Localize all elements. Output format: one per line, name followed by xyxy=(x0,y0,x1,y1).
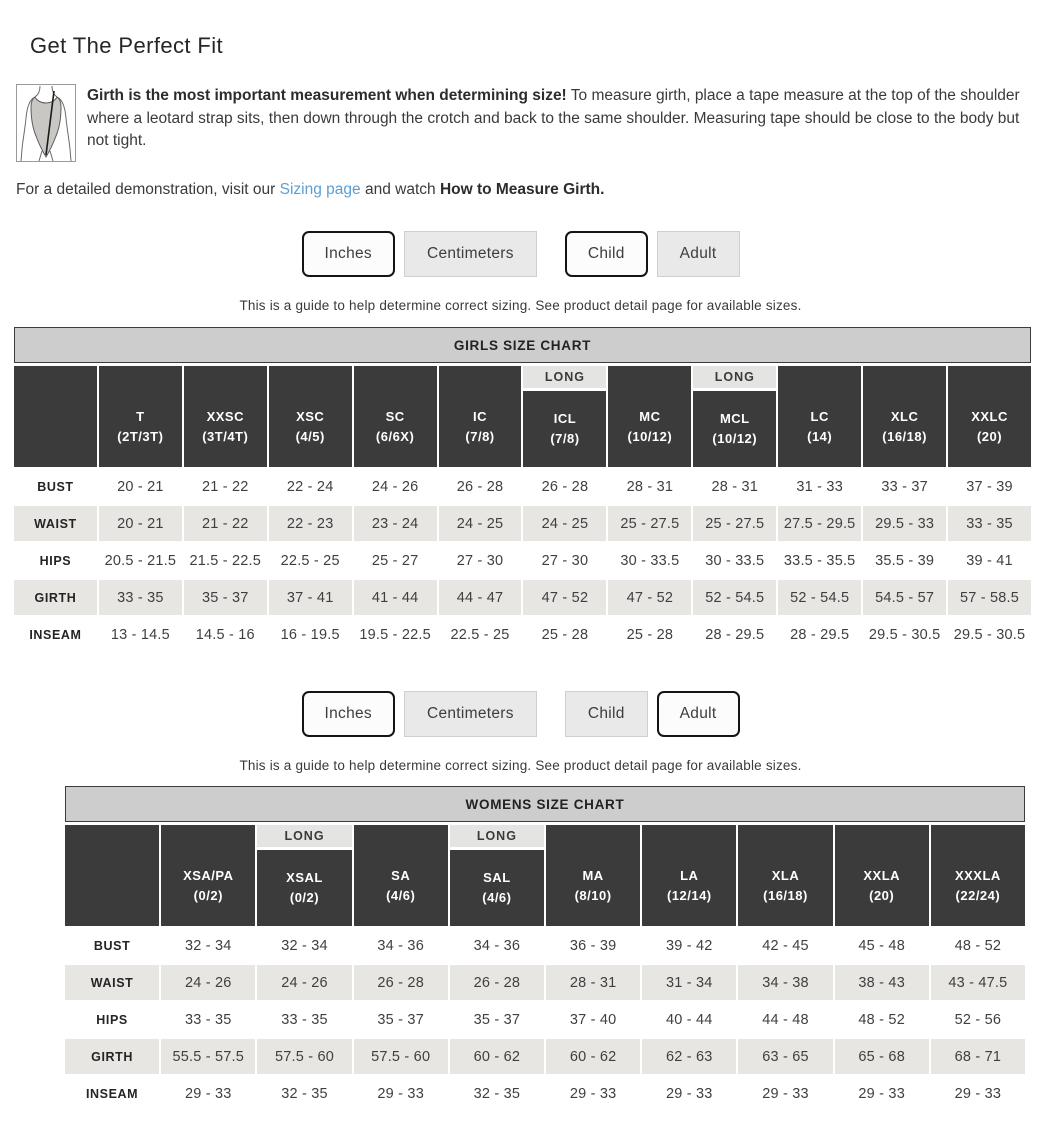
data-cell: 44 - 48 xyxy=(762,1011,809,1028)
page-title: Get The Perfect Fit xyxy=(30,33,224,58)
data-cell: 62 - 63 xyxy=(642,1039,736,1074)
size-code: MCL xyxy=(719,411,750,426)
data-cell: 37 - 41 xyxy=(269,580,352,615)
header-cell-mcl xyxy=(693,391,776,467)
womens-unit-toggle-group xyxy=(302,691,537,737)
data-cell: 29 - 33 xyxy=(954,1085,1002,1102)
size-guide-page xyxy=(0,33,1041,1125)
data-cell: 24 - 26 xyxy=(161,965,255,1000)
size-range: (10/12) xyxy=(712,431,758,446)
header-cell-xsal xyxy=(257,850,351,926)
size-code: SA xyxy=(391,867,411,883)
data-cell: 33.5 - 35.5 xyxy=(783,552,856,569)
header-cell-xlc xyxy=(863,366,946,467)
size-code: XLC xyxy=(890,408,919,424)
row-label-hips: HIPS xyxy=(96,1012,128,1027)
data-cell: 57 - 58.5 xyxy=(948,580,1031,615)
size-range: (7/8) xyxy=(465,428,495,444)
data-cell: 29.5 - 30.5 xyxy=(953,626,1026,643)
data-cell: 33 - 35 xyxy=(281,1011,328,1028)
header-column-long xyxy=(523,366,606,467)
size-range: (4/5) xyxy=(295,428,325,444)
data-cell: 20 - 21 xyxy=(99,506,182,541)
data-cell: 39 - 41 xyxy=(966,552,1013,569)
size-range: (22/24) xyxy=(955,887,1001,903)
leotard-figure-drawing xyxy=(17,85,75,161)
data-cell: 27 - 30 xyxy=(541,552,589,569)
size-code: XLA xyxy=(771,867,800,883)
data-cell: 21 - 22 xyxy=(202,478,249,495)
data-cell: 13 - 14.5 xyxy=(110,626,170,643)
row-label-inseam: INSEAM xyxy=(85,1086,139,1101)
size-code: LC xyxy=(810,408,829,424)
data-cell: 57.5 - 60 xyxy=(257,1039,351,1074)
demo-line xyxy=(16,181,1041,199)
data-cell: 68 - 71 xyxy=(931,1039,1025,1074)
data-cell: 24 - 25 xyxy=(523,506,606,541)
header-cell-t xyxy=(99,366,182,467)
data-cell: 19.5 - 22.5 xyxy=(359,626,431,643)
data-cell: 29 - 33 xyxy=(858,1085,905,1102)
sizing-page-link[interactable]: Sizing page xyxy=(279,181,361,198)
data-cell: 40 - 44 xyxy=(666,1011,713,1028)
long-tag: LONG xyxy=(450,825,544,847)
header-cell-lc xyxy=(778,366,861,467)
size-range: (7/8) xyxy=(550,431,580,446)
data-cell: 29 - 33 xyxy=(762,1085,809,1102)
size-table xyxy=(14,366,1031,652)
data-cell: 24 - 26 xyxy=(371,478,419,495)
intro-body-text: To measure girth, place a tape measure at the top of the shoulder where a leotard strap sits, then down through the crotch and back to the same shoulder. Measuring tape should be close to the body but not tight. xyxy=(87,87,1020,149)
row-label-hips: HIPS xyxy=(39,553,72,568)
size-code: XXSC xyxy=(206,408,244,424)
size-range: (14) xyxy=(807,428,833,444)
data-cell: 47 - 52 xyxy=(608,580,691,615)
header-corner-cell xyxy=(65,825,159,926)
size-range: (4/6) xyxy=(386,887,416,903)
data-cell: 33 - 35 xyxy=(948,506,1031,541)
header-cell-xxxla xyxy=(931,825,1025,926)
girls-adult-button[interactable]: Adult xyxy=(657,231,740,277)
data-cell: 31 - 34 xyxy=(642,965,736,1000)
data-cell: 31 - 33 xyxy=(796,478,843,495)
girls-sizing-note: This is a guide to help determine correct sizing. See product detail page for available sizes. xyxy=(239,298,802,313)
size-code: SAL xyxy=(483,870,511,885)
header-cell-xxsc xyxy=(184,366,267,467)
header-column-long xyxy=(257,825,351,926)
data-cell: 28 - 29.5 xyxy=(790,626,850,643)
data-cell: 60 - 62 xyxy=(546,1039,640,1074)
size-code: ICL xyxy=(553,411,577,426)
womens-size-chart xyxy=(65,786,1025,1111)
data-cell: 29.5 - 33 xyxy=(863,506,946,541)
header-column-long xyxy=(450,825,544,926)
measure-girth-bold: How to Measure Girth. xyxy=(439,181,605,198)
header-cell-sal xyxy=(450,850,544,926)
data-cell: 38 - 43 xyxy=(835,965,929,1000)
size-range: (20) xyxy=(976,428,1003,444)
data-cell: 22 - 23 xyxy=(269,506,352,541)
data-cell: 35 - 37 xyxy=(377,1011,424,1028)
data-cell: 32 - 35 xyxy=(281,1085,328,1102)
data-cell: 35 - 37 xyxy=(184,580,267,615)
size-range: (0/2) xyxy=(193,887,223,903)
size-code: XXLA xyxy=(863,867,901,883)
data-cell: 21.5 - 22.5 xyxy=(189,552,262,569)
intro-paragraph xyxy=(87,85,1025,162)
header-cell-xxlc xyxy=(948,366,1031,467)
data-cell: 30 - 33.5 xyxy=(620,552,680,569)
header-column-long xyxy=(693,366,776,467)
intro-section xyxy=(16,84,1025,162)
demo-middle: and watch xyxy=(360,181,440,198)
womens-inches-button[interactable]: Inches xyxy=(302,691,395,737)
data-cell: 22.5 - 25 xyxy=(280,552,340,569)
size-range: (20) xyxy=(869,887,895,903)
data-cell: 29.5 - 30.5 xyxy=(868,626,941,643)
data-cell: 41 - 44 xyxy=(354,580,437,615)
header-cell-xxla xyxy=(835,825,929,926)
data-cell: 54.5 - 57 xyxy=(863,580,946,615)
header-cell-sa xyxy=(354,825,448,926)
data-cell: 35 - 37 xyxy=(473,1011,521,1028)
long-tag: LONG xyxy=(257,825,351,847)
data-cell: 55.5 - 57.5 xyxy=(161,1039,255,1074)
data-cell: 32 - 34 xyxy=(185,937,232,954)
girls-inches-button[interactable]: Inches xyxy=(302,231,395,277)
size-code: XSAL xyxy=(286,870,323,885)
data-cell: 34 - 38 xyxy=(738,965,832,1000)
womens-adult-button[interactable]: Adult xyxy=(657,691,740,737)
data-cell: 21 - 22 xyxy=(184,506,267,541)
data-cell: 65 - 68 xyxy=(835,1039,929,1074)
size-code: XSC xyxy=(296,408,325,424)
girls-toggle-row xyxy=(0,231,1041,277)
data-cell: 25 - 27 xyxy=(371,552,419,569)
data-cell: 26 - 28 xyxy=(541,478,589,495)
girls-age-toggle-group xyxy=(565,231,740,277)
data-cell: 24 - 26 xyxy=(257,965,351,1000)
data-cell: 33 - 35 xyxy=(185,1011,232,1028)
data-cell: 16 - 19.5 xyxy=(280,626,340,643)
size-range: (0/2) xyxy=(289,890,320,905)
data-cell: 25 - 28 xyxy=(626,626,674,643)
header-cell-xla xyxy=(738,825,832,926)
demo-prefix: For a detailed demonstration, visit our xyxy=(16,181,280,198)
header-cell-mc xyxy=(608,366,691,467)
header-cell-icl xyxy=(523,391,606,467)
data-cell: 43 - 47.5 xyxy=(931,965,1025,1000)
row-label-bust: BUST xyxy=(37,479,74,494)
size-range: (6/6X) xyxy=(375,428,415,444)
data-cell: 25 - 27.5 xyxy=(608,506,691,541)
data-cell: 24 - 25 xyxy=(439,506,522,541)
womens-child-button[interactable]: Child xyxy=(565,691,648,737)
size-range: (12/14) xyxy=(666,887,712,903)
size-range: (4/6) xyxy=(482,890,512,905)
womens-sizing-note: This is a guide to help determine correct sizing. See product detail page for available sizes. xyxy=(239,758,802,773)
header-cell-xsc xyxy=(269,366,352,467)
row-label-girth: GIRTH xyxy=(65,1039,159,1074)
size-range: (10/12) xyxy=(627,428,673,444)
leotard-girth-diagram-icon xyxy=(16,84,76,162)
size-range: (8/10) xyxy=(574,887,612,903)
data-cell: 33 - 35 xyxy=(99,580,182,615)
data-cell: 29 - 33 xyxy=(185,1085,232,1102)
girls-size-chart xyxy=(14,327,1031,652)
data-cell: 26 - 28 xyxy=(456,478,504,495)
header-cell-ic xyxy=(439,366,522,467)
data-cell: 34 - 36 xyxy=(377,937,424,954)
data-cell: 60 - 62 xyxy=(450,1039,544,1074)
data-cell: 48 - 52 xyxy=(858,1011,905,1028)
data-cell: 20.5 - 21.5 xyxy=(104,552,177,569)
size-range: (2T/3T) xyxy=(117,428,164,444)
data-cell: 30 - 33.5 xyxy=(705,552,765,569)
size-range: (16/18) xyxy=(763,887,808,903)
data-cell: 20 - 21 xyxy=(117,478,164,495)
womens-centimeters-button[interactable]: Centimeters xyxy=(404,691,537,737)
girls-centimeters-button[interactable]: Centimeters xyxy=(404,231,537,277)
data-cell: 35.5 - 39 xyxy=(875,552,935,569)
chart-title: WOMENS SIZE CHART xyxy=(65,786,1025,822)
row-label-waist: WAIST xyxy=(65,965,159,1000)
size-code: LA xyxy=(680,867,699,883)
row-label-inseam: INSEAM xyxy=(29,627,82,642)
data-cell: 52 - 54.5 xyxy=(693,580,776,615)
header-cell-sc xyxy=(354,366,437,467)
size-table xyxy=(65,825,1025,1111)
size-code: SC xyxy=(385,408,405,424)
data-cell: 28 - 31 xyxy=(711,478,759,495)
data-cell: 47 - 52 xyxy=(523,580,606,615)
data-cell: 63 - 65 xyxy=(738,1039,832,1074)
row-label-girth: GIRTH xyxy=(14,580,97,615)
size-code: T xyxy=(136,408,145,424)
data-cell: 44 - 47 xyxy=(439,580,522,615)
data-cell: 29 - 33 xyxy=(569,1085,617,1102)
data-cell: 45 - 48 xyxy=(858,937,905,954)
size-code: IC xyxy=(473,408,488,424)
womens-age-toggle-group xyxy=(565,691,740,737)
data-cell: 52 - 54.5 xyxy=(778,580,861,615)
womens-toggle-row xyxy=(0,691,1041,737)
size-code: MC xyxy=(639,408,661,424)
data-cell: 28 - 29.5 xyxy=(705,626,765,643)
girls-child-button[interactable]: Child xyxy=(565,231,648,277)
row-label-waist: WAIST xyxy=(14,506,97,541)
data-cell: 27 - 30 xyxy=(456,552,504,569)
data-cell: 25 - 28 xyxy=(541,626,589,643)
size-range: (16/18) xyxy=(882,428,927,444)
header-cell-la xyxy=(642,825,736,926)
data-cell: 28 - 31 xyxy=(546,965,640,1000)
size-code: MA xyxy=(582,867,604,883)
data-cell: 14.5 - 16 xyxy=(195,626,255,643)
long-tag: LONG xyxy=(523,366,606,388)
data-cell: 42 - 45 xyxy=(762,937,809,954)
data-cell: 27.5 - 29.5 xyxy=(778,506,861,541)
data-cell: 29 - 33 xyxy=(666,1085,713,1102)
data-cell: 26 - 28 xyxy=(450,965,544,1000)
intro-bold-lead: Girth is the most important measurement when determining size! xyxy=(87,87,567,104)
data-cell: 22.5 - 25 xyxy=(450,626,510,643)
data-cell: 23 - 24 xyxy=(354,506,437,541)
size-code: XXXLA xyxy=(954,867,1001,883)
data-cell: 22 - 24 xyxy=(286,478,334,495)
data-cell: 48 - 52 xyxy=(954,937,1002,954)
size-code: XXLC xyxy=(971,408,1008,424)
data-cell: 52 - 56 xyxy=(954,1011,1002,1028)
row-label-bust: BUST xyxy=(93,938,131,953)
data-cell: 28 - 31 xyxy=(626,478,674,495)
header-corner-cell xyxy=(14,366,97,467)
data-cell: 25 - 27.5 xyxy=(693,506,776,541)
data-cell: 26 - 28 xyxy=(354,965,448,1000)
data-cell: 37 - 40 xyxy=(569,1011,617,1028)
data-cell: 39 - 42 xyxy=(666,937,713,954)
header-cell-ma xyxy=(546,825,640,926)
data-cell: 37 - 39 xyxy=(966,478,1013,495)
data-cell: 32 - 35 xyxy=(473,1085,521,1102)
data-cell: 34 - 36 xyxy=(473,937,521,954)
long-tag: LONG xyxy=(693,366,776,388)
data-cell: 57.5 - 60 xyxy=(354,1039,448,1074)
header-cell-xsa-pa xyxy=(161,825,255,926)
data-cell: 32 - 34 xyxy=(281,937,328,954)
size-code: XSA/PA xyxy=(183,867,234,883)
chart-title: GIRLS SIZE CHART xyxy=(14,327,1031,363)
data-cell: 29 - 33 xyxy=(377,1085,424,1102)
data-cell: 36 - 39 xyxy=(569,937,617,954)
girls-unit-toggle-group xyxy=(302,231,537,277)
size-range: (3T/4T) xyxy=(202,428,249,444)
data-cell: 33 - 37 xyxy=(881,478,928,495)
